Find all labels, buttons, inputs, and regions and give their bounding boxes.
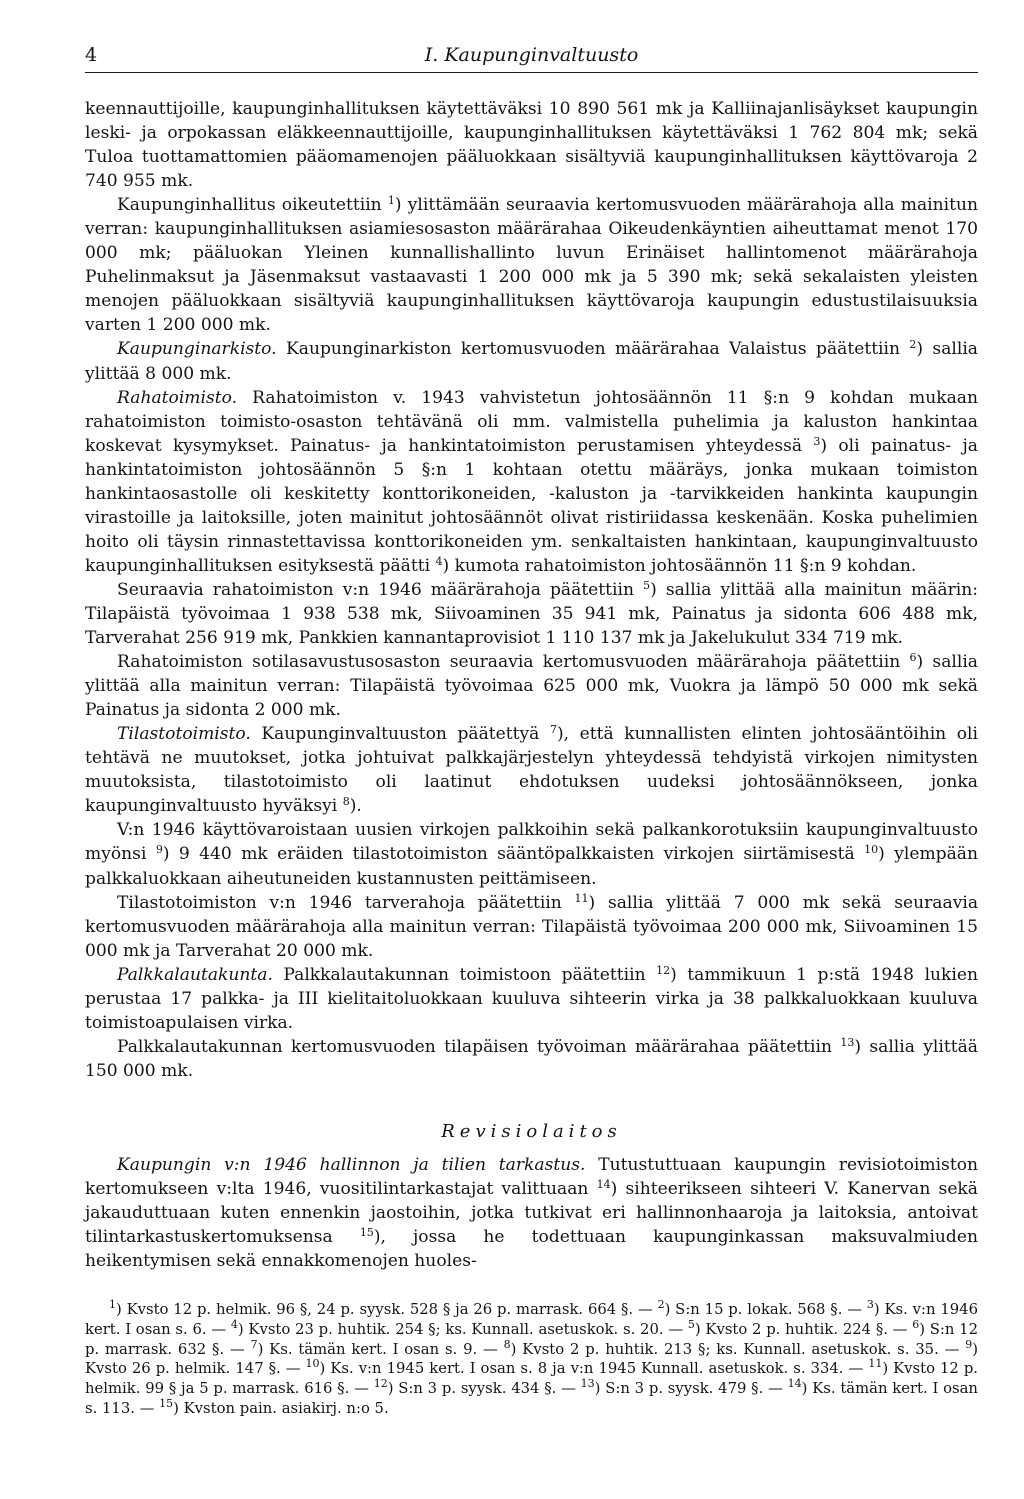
footnote-marker-5: 5 <box>687 1317 695 1331</box>
page-header <box>85 40 978 73</box>
paragraph-continuation: keennauttijoille, kaupunginhallituksen käytettäväksi 10 890 561 mk ja Kalliinajanlisäykset kaupungin leski- ja orpokassan eläkkeennauttijoille, kaupunginhallituksen käytettäväksi 1 762 804 mk; sekä Tuloa tuottamattomien pääomamenojen pääluokkaan sisältyviä kaupunginhallituksen käyttövaroja 2 740 955 mk. <box>85 99 978 192</box>
footnote-ref-14: 14 <box>596 1177 611 1191</box>
body-text <box>85 97 978 1273</box>
footnote-marker-6: 6 <box>912 1317 920 1331</box>
heading-tilintarkastus: Kaupungin v:n 1946 hallinnon ja tilien tarkastus. <box>117 1154 586 1175</box>
footnote-marker-4: 4 <box>230 1317 238 1331</box>
footnote-ref-2: 2 <box>909 338 917 352</box>
footnote-marker-2: 2 <box>657 1298 665 1312</box>
footnote-marker-7: 7 <box>250 1337 258 1351</box>
heading-tilastotoimisto: Tilastotoimisto. <box>117 724 251 745</box>
footnote-marker-14: 14 <box>787 1376 802 1390</box>
footnote-ref-8: 8 <box>342 795 350 809</box>
footnote-ref-6: 6 <box>909 651 917 665</box>
footnote-ref-3: 3 <box>813 434 821 448</box>
paragraph-palkkalautakunta: Palkkalautakunta. Palkkalautakunnan toimistoon päätettiin $^{12}$) tammikuun 1 p:stä 1948 lukien perustaa 17 palkka- ja III kielitaitoluokkaan kuuluva sihteerin virka ja 38 palkkaluokkaan kuuluva toimistoapulaisen virka. <box>85 963 978 1033</box>
footnote-ref-12: 12 <box>656 963 671 977</box>
footnote-ref-7: 7 <box>549 723 557 737</box>
paragraph-tilastotoimisto-tarverahat: Tilastotoimiston v:n 1946 tarverahoja päätettiin $^{11}$) sallia ylittää 7 000 mk sekä seuraavia kertomusvuoden määrärahoja alla mainitun verran: Tilapäistä työvoimaa 200 000 mk, Siivoaminen 15 000 mk ja Tarverahat 20 000 mk. <box>85 891 979 961</box>
footnote-marker-9: 9 <box>965 1337 973 1351</box>
running-title: I. Kaupunginvaltuusto <box>424 44 639 66</box>
footnote-marker-13: 13 <box>580 1376 595 1390</box>
paragraph-rahatoimisto-appropriations: Seuraavia rahatoimiston v:n 1946 määrärahoja päätettiin $^5$) sallia ylittää alla mainitun määrin: Tilapäistä työvoimaa 1 938 538 mk, Siivoaminen 35 941 mk, Painatus ja sidonta 606 488 mk, Tarverahat 256 919 mk, Pankkien kannantaprovisiot 1 110 137 mk ja Jakelukulut 334 719 mk. <box>85 578 979 649</box>
section-title-revisiolaitos: Revisiolaitos <box>441 1120 622 1142</box>
paragraph-kayttovarat: V:n 1946 käyttövaroistaan uusien virkojen palkkoihin sekä palkankorotuksiin kaupunginvaltuusto myönsi $^9$) 9 440 mk eräiden tilastotoimiston sääntöpalkkaisten virkojen siirtämisestä $^{10}$) ylempään palkkaluokkaan aiheutuneiden kustannusten peittämiseen. <box>85 820 978 889</box>
footnote-marker-12: 12 <box>373 1376 388 1390</box>
heading-rahatoimisto: Rahatoimisto. <box>117 387 238 408</box>
footnote-ref-15: 15 <box>359 1226 374 1240</box>
footnote-ref-9: 9 <box>155 843 163 857</box>
footnote-ref-4: 4 <box>435 554 443 568</box>
paragraph-kaupunginarkisto: Kaupunginarkisto. Kaupunginarkiston kertomusvuoden määrärahaa Valaistus päätettiin $^2$) sallia ylittää 8 000 mk. <box>85 338 978 384</box>
footnote-ref-11: 11 <box>574 891 589 905</box>
footnote-marker-11: 11 <box>868 1357 883 1371</box>
footnote-ref-10: 10 <box>864 843 879 857</box>
heading-kaupunginarkisto: Kaupunginarkisto. <box>117 339 277 360</box>
footnote-marker-15: 15 <box>159 1396 174 1410</box>
footnote-ref-5: 5 <box>643 578 651 592</box>
paragraph-sotilasavustusosasto: Rahatoimiston sotilasavustusosaston seuraavia kertomusvuoden määrärahoja päätettiin $^6$) sallia ylittää alla mainitun verran: Tilapäistä työvoimaa 625 000 mk, Vuokra ja lämpö 50 000 mk sekä Painatus ja sidonta 2 000 mk. <box>85 651 978 721</box>
footnote-marker-8: 8 <box>503 1337 511 1351</box>
document-page <box>85 40 978 1470</box>
paragraph-palkkalautakunta-tyovoima: Palkkalautakunnan kertomusvuoden tilapäisen työvoiman määrärahaa päätettiin $^{13}$) sallia ylittää 150 000 mk. <box>85 1035 978 1081</box>
paragraph-revisiolaitos: Kaupungin v:n 1946 hallinnon ja tilien tarkastus. Tutustuttuaan kaupungin revisiotoimiston kertomukseen v:lta 1946, vuositilintarkastajat valittuaan $^{14}$) sihteerikseen sihteeri V. Kanervan sekä jakauduttuaan kuten ennenkin jaostoihin, jotka tutkivat eri hallinnonhaaroja ja laitoksia, antoivat tilintarkastuskertomuksensa $^{15}$), jossa he todettuaan kaupunginkassan maksuvalmiuden heikentymisen sekä ennakkomenojen huoles- <box>85 1154 978 1272</box>
heading-palkkalautakunta: Palkkalautakunta. <box>117 964 273 985</box>
footnote-marker-1: 1 <box>109 1298 116 1312</box>
paragraph-kaupunginhallitus: Kaupunginhallitus oikeutettiin $^1$) ylittämään seuraavia kertomusvuoden määrärahoja alla mainitun verran: kaupunginhallituksen asiamiesosaston määrärahaa Oikeudenkäyntien aiheuttamat menot 170 000 mk; pääluokan Yleinen kunnallishallinto luvun Erinäiset hallintomenot määrärahoja Puhelinmaksut ja Jäsenmaksut vastaavasti 1 200 000 mk ja 5 390 mk; sekä sekalaisten yleisten menojen pääluokkaan sisältyviä kaupunginhallituksen käyttövaroja kaupungin edustustilaisuuksia varten 1 200 000 mk. <box>85 194 979 336</box>
footnote-ref-1: 1 <box>387 194 395 208</box>
paragraph-rahatoimisto: Rahatoimisto. Rahatoimiston v. 1943 vahvistetun johtosäännön 11 §:n 9 kohdan mukaan rahatoimiston toimisto-osaston tehtävänä oli mm. valmistella puhelimia ja kaluston hankintaa koskevat kysymykset. Painatus- ja hankintatoimiston perustamisen yhteydessä $^3$) oli painatus- ja hankintatoimiston johtosäännön 5 §:n 1 kohtaan otettu määräys, jonka mukaan toimiston hankintaosastolle oli keskitetty konttorikoneiden, -kaluston ja -tarvikkeiden hankinta kaupungin virastoille ja laitoksille, joten mainitut johtosäännöt olivat ristiriidassa keskenään. Koska puhelimien hoito oli täysin rinnastettavissa konttorikoneiden ym. senkaltaisten hankintaan, kaupunginvaltuusto kaupunginhallituksen esityksestä päätti $^4$) kumota rahatoimiston johtosäännön 11 §:n 9 kohdan. <box>85 387 978 576</box>
page-number: 4 <box>85 44 98 66</box>
footnotes: $^1$) Kvsto 12 p. helmik. 96 §, 24 p. syysk. 528 § ja 26 p. marrask. 664 §. — $^2$) S:n 15 p. lokak. 568 §. — $^3$) Ks. v:n 1946 kert. I osan s. 6. — $^4$) Kvsto 23 p. huhtik. 254 §; ks. Kunnall. asetuskok. s. 20. — $^5$) Kvsto 2 p. huhtik. 224 §. — $^6$) S:n 12 p. marrask. 632 §. — $^7$) Ks. tämän kert. I osan s. 9. — $^8$) Kvsto 2 p. huhtik. 213 §; ks. Kunnall. asetuskok. s. 35. — $^9$) Kvsto 26 p. helmik. 147 §. — $^{10}$) Ks. v:n 1945 kert. I osan s. 8 ja v:n 1945 Kunnall. asetuskok. s. 334. — $^{11}$) Kvsto 12 p. helmik. 99 § ja 5 p. marrask. 616 §. — $^{12}$) S:n 3 p. syysk. 434 §. — $^{13}$) S:n 3 p. syysk. 479 §. — $^{14}$) Ks. tämän kert. I osan s. 113. — $^{15}$) Kvston pain. asiakirj. n:o 5. <box>85 1298 979 1417</box>
footnote-ref-13: 13 <box>840 1035 855 1049</box>
footnote-marker-3: 3 <box>866 1298 874 1312</box>
footnote-marker-10: 10 <box>305 1357 320 1371</box>
paragraph-tilastotoimisto: Tilastotoimisto. Kaupunginvaltuuston päätettyä $^7$), että kunnallisten elinten johtosääntöihin oli tehtävä ne muutokset, jotka johtuivat palkkajärjestelyn yhteydessä tehdyistä virkojen nimitysten muutoksista, tilastotoimisto oli laatinut ehdotuksen uudeksi johtosäännökseen, jonka kaupunginvaltuusto hyväksyi $^8$). <box>85 723 978 817</box>
